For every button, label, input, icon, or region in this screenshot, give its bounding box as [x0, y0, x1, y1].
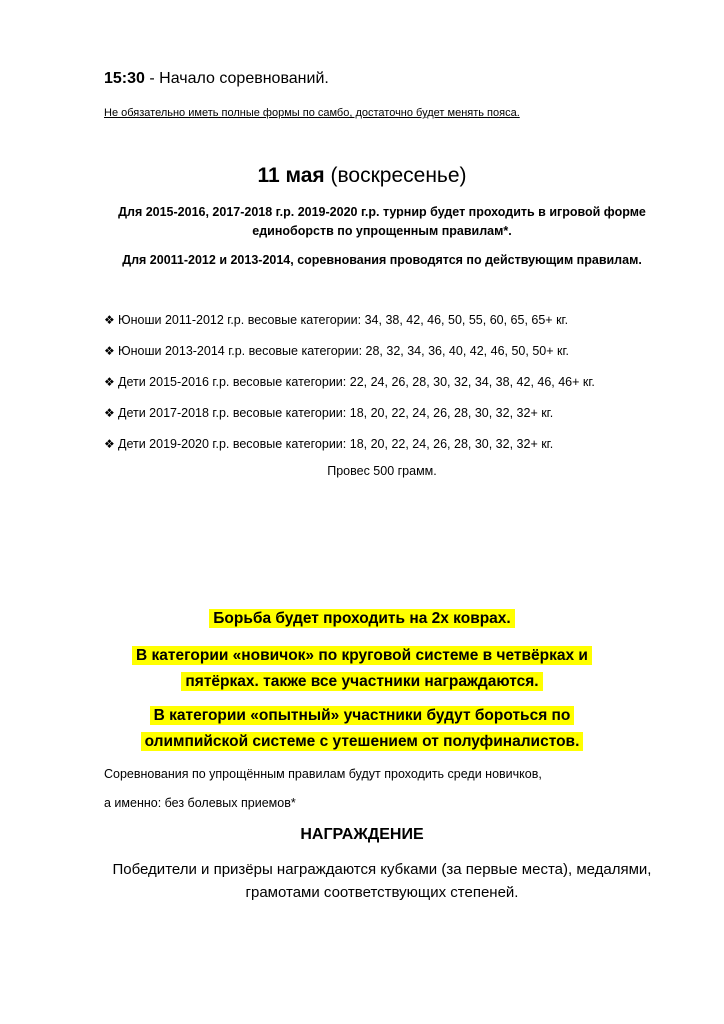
date-bold: 11 мая: [257, 164, 325, 187]
highlight-text: Борьба будет проходить на 2х коврах.: [209, 609, 514, 628]
highlight-text: В категории «опытный» участники будут бороться по: [150, 706, 575, 725]
rules-line-2: единоборств по упрощенным правилам*.: [252, 224, 512, 238]
category-text: Дети 2015-2016 г.р. весовые категории: 22, 24, 26, 28, 30, 32, 34, 38, 42, 46, 46+ кг.: [118, 375, 595, 389]
diamond-bullet-icon: ❖: [104, 313, 115, 327]
award-text: [90, 858, 674, 904]
highlight-experienced: [0, 703, 724, 755]
weekday: (воскресенье): [324, 164, 467, 187]
category-text: Юноши 2011-2012 г.р. весовые категории: 34, 38, 42, 46, 50, 55, 60, 65, 65+ кг.: [118, 313, 569, 327]
start-time-text: - Начало соревнований.: [144, 70, 329, 87]
simplified-rules-line-1: Соревнования по упрощённым правилам будут проходить среди новичков,: [104, 767, 542, 781]
list-item: [104, 341, 595, 372]
start-time: 15:30: [104, 70, 145, 87]
highlight-text: пятёрках. также все участники награждаются.: [181, 672, 542, 691]
diamond-bullet-icon: ❖: [104, 375, 115, 389]
award-heading: НАГРАЖДЕНИЕ: [300, 826, 424, 843]
list-item: [104, 434, 595, 465]
rules-paragraph: [80, 203, 684, 241]
list-item: [104, 403, 595, 434]
date-heading: [0, 164, 724, 188]
diamond-bullet-icon: ❖: [104, 437, 115, 451]
weight-categories-list: [104, 310, 595, 465]
simplified-rules-line-2: а именно: без болевых приемов*: [104, 796, 296, 810]
start-time-line: [104, 70, 329, 88]
highlight-mats: [0, 606, 724, 632]
diamond-bullet-icon: ❖: [104, 344, 115, 358]
list-item: [104, 372, 595, 403]
highlight-novice: [0, 643, 724, 695]
highlight-text: В категории «новичок» по круговой системе в четвёрках и: [132, 646, 592, 665]
category-text: Юноши 2013-2014 г.р. весовые категории: 28, 32, 34, 36, 40, 42, 46, 50, 50+ кг.: [118, 344, 569, 358]
highlight-text: олимпийской системе с утешением от полуфиналистов.: [141, 732, 584, 751]
award-line-1: Победители и призёры награждаются кубками (за первые места), медалями,: [112, 861, 652, 878]
weight-allowance-note: Провес 500 грамм.: [327, 464, 437, 478]
list-item: [104, 310, 595, 341]
award-line-2: грамотами соответствующих степеней.: [245, 884, 519, 901]
rules-paragraph-2: Для 20011-2012 и 2013-2014, соревнования проводятся по действующим правилам.: [122, 253, 642, 267]
category-text: Дети 2017-2018 г.р. весовые категории: 18, 20, 22, 24, 26, 28, 30, 32, 32+ кг.: [118, 406, 554, 420]
category-text: Дети 2019-2020 г.р. весовые категории: 18, 20, 22, 24, 26, 28, 30, 32, 32+ кг.: [118, 437, 554, 451]
rules-line-1: Для 2015-2016, 2017-2018 г.р. 2019-2020 г.р. турнир будет проходить в игровой форме: [118, 205, 646, 219]
uniform-note: Не обязательно иметь полные формы по самбо, достаточно будет менять пояса.: [104, 107, 520, 119]
diamond-bullet-icon: ❖: [104, 406, 115, 420]
